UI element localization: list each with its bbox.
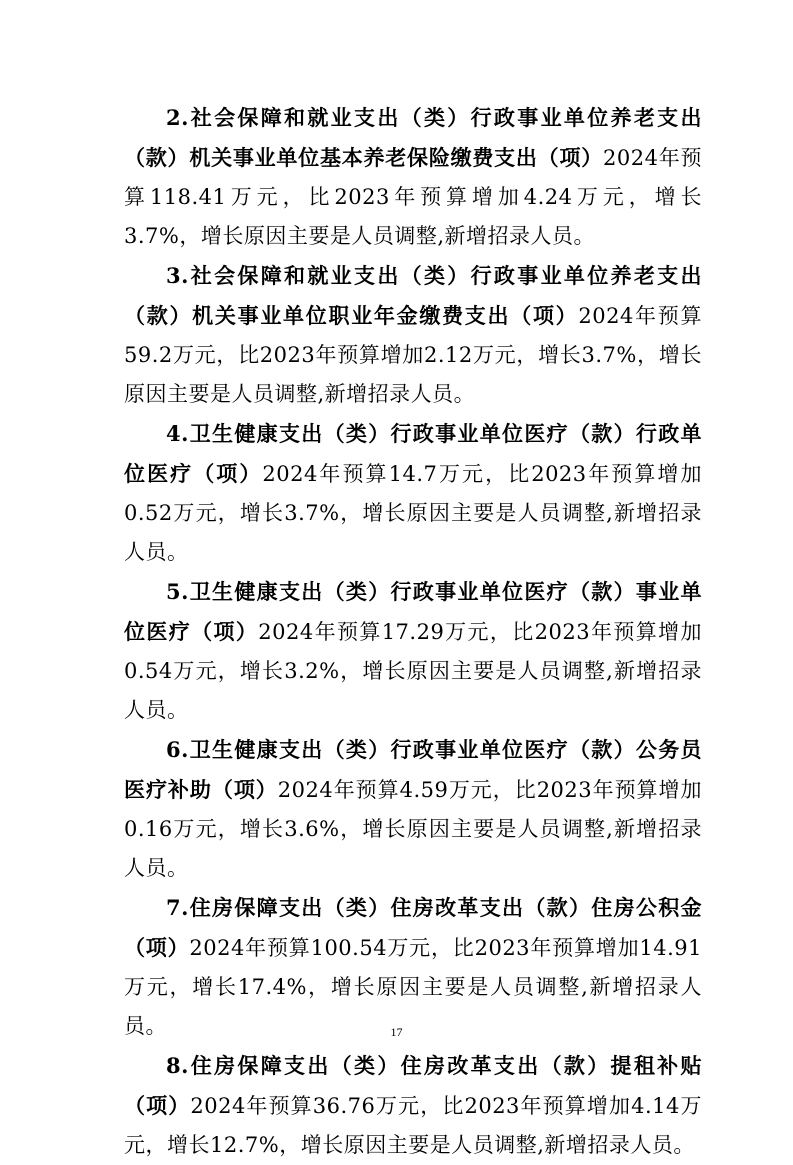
paragraph-heading: 8.住房保障支出（类）住房改革支出（款）提租补贴（项）	[124, 1053, 702, 1118]
paragraph-text: 2024年预算4.59万元，比2023年预算增加0.16万元，增长3.6%，增长原因主要是人员调整,新增招录人员。	[124, 778, 702, 880]
paragraph-item-6	[124, 730, 702, 888]
paragraph-text: 2024年预算100.54万元，比2023年预算增加14.91万元，增长17.4%，增长原因主要是人员调整,新增招录人员。	[124, 936, 703, 1038]
paragraph-text: 2024年预算36.76万元，比2023年预算增加4.14万元，增长12.7%，增长原因主要是人员调整,新增招录人员。	[124, 1094, 703, 1157]
page-number: 17	[390, 1025, 403, 1039]
paragraph-heading: 3.社会保障和就业支出（类）行政事业单位养老支出（款）机关事业单位职业年金缴费支出（项）	[124, 263, 702, 328]
paragraph-heading: 2.社会保障和就业支出（类）行政事业单位养老支出（款）机关事业单位基本养老保险缴费支出（项）	[124, 105, 702, 170]
paragraph-heading: 5.卫生健康支出（类）行政事业单位医疗（款）事业单位医疗（项）	[124, 579, 702, 644]
paragraph-item-5	[124, 572, 702, 730]
paragraph-text: 2024年预算17.29万元，比2023年预算增加0.54万元，增长3.2%，增长原因主要是人员调整,新增招录人员。	[124, 620, 702, 722]
document-body	[124, 98, 702, 1165]
paragraph-heading: 7.住房保障支出（类）住房改革支出（款）住房公积金（项）	[124, 895, 702, 960]
paragraph-text: 2024年预算59.2万元，比2023年预算增加2.12万元，增长3.7%，增长原因主要是人员调整,新增招录人员。	[124, 304, 702, 406]
paragraph-heading: 4.卫生健康支出（类）行政事业单位医疗（款）行政单位医疗（项）	[124, 421, 702, 486]
paragraph-text: 2024年预算118.41万元，比2023年预算增加4.24万元，增长3.7%，增长原因主要是人员调整,新增招录人员。	[124, 146, 702, 248]
paragraph-item-8	[124, 1046, 702, 1165]
paragraph-heading: 6.卫生健康支出（类）行政事业单位医疗（款）公务员医疗补助（项）	[124, 737, 702, 802]
paragraph-item-3	[124, 256, 702, 414]
paragraph-text: 2024年预算14.7万元，比2023年预算增加0.52万元，增长3.7%，增长原因主要是人员调整,新增招录人员。	[124, 462, 702, 564]
paragraph-item-4	[124, 414, 702, 572]
paragraph-item-7	[124, 888, 702, 1046]
paragraph-item-2	[124, 98, 702, 256]
